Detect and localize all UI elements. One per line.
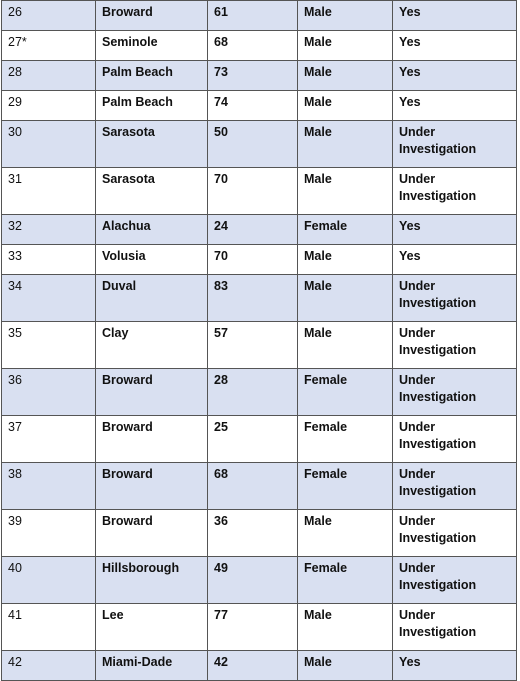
county-cell: Palm Beach (96, 91, 208, 121)
age-cell: 61 (208, 1, 298, 31)
county-cell: Palm Beach (96, 61, 208, 91)
travel-related-cell: Under Investigation (393, 557, 517, 604)
sex-cell: Female (298, 215, 393, 245)
county-cell: Duval (96, 275, 208, 322)
sex-cell: Female (298, 557, 393, 604)
table-row (2, 91, 517, 121)
county-cell: Broward (96, 463, 208, 510)
case-number-cell: 37 (2, 416, 96, 463)
sex-cell: Female (298, 369, 393, 416)
case-number-cell: 38 (2, 463, 96, 510)
age-cell: 83 (208, 275, 298, 322)
sex-cell: Male (298, 275, 393, 322)
case-number-cell: 30 (2, 121, 96, 168)
case-number-cell: 32 (2, 215, 96, 245)
case-number-cell: 41 (2, 604, 96, 651)
table-row (2, 651, 517, 681)
age-cell: 42 (208, 651, 298, 681)
travel-related-cell: Under Investigation (393, 168, 517, 215)
travel-related-cell: Yes (393, 1, 517, 31)
table-row (2, 463, 517, 510)
case-number-cell: 28 (2, 61, 96, 91)
sex-cell: Male (298, 322, 393, 369)
age-cell: 68 (208, 463, 298, 510)
table-row (2, 245, 517, 275)
sex-cell: Male (298, 61, 393, 91)
table-row (2, 121, 517, 168)
county-cell: Lee (96, 604, 208, 651)
sex-cell: Female (298, 463, 393, 510)
county-cell: Seminole (96, 31, 208, 61)
age-cell: 73 (208, 61, 298, 91)
travel-related-cell: Under Investigation (393, 604, 517, 651)
table-row (2, 215, 517, 245)
case-number-cell: 35 (2, 322, 96, 369)
table-row (2, 369, 517, 416)
table-row (2, 275, 517, 322)
age-cell: 36 (208, 510, 298, 557)
age-cell: 49 (208, 557, 298, 604)
case-number-cell: 31 (2, 168, 96, 215)
sex-cell: Male (298, 91, 393, 121)
case-number-cell: 27* (2, 31, 96, 61)
age-cell: 68 (208, 31, 298, 61)
sex-cell: Male (298, 245, 393, 275)
case-number-cell: 26 (2, 1, 96, 31)
county-cell: Broward (96, 510, 208, 557)
table-row (2, 61, 517, 91)
travel-related-cell: Yes (393, 651, 517, 681)
table-row (2, 510, 517, 557)
county-cell: Broward (96, 1, 208, 31)
sex-cell: Male (298, 31, 393, 61)
sex-cell: Male (298, 1, 393, 31)
age-cell: 25 (208, 416, 298, 463)
travel-related-cell: Yes (393, 61, 517, 91)
age-cell: 50 (208, 121, 298, 168)
case-number-cell: 34 (2, 275, 96, 322)
age-cell: 77 (208, 604, 298, 651)
travel-related-cell: Under Investigation (393, 510, 517, 557)
travel-related-cell: Under Investigation (393, 416, 517, 463)
county-cell: Miami-Dade (96, 651, 208, 681)
sex-cell: Male (298, 168, 393, 215)
age-cell: 24 (208, 215, 298, 245)
travel-related-cell: Yes (393, 91, 517, 121)
age-cell: 28 (208, 369, 298, 416)
sex-cell: Male (298, 651, 393, 681)
age-cell: 70 (208, 245, 298, 275)
travel-related-cell: Under Investigation (393, 121, 517, 168)
age-cell: 70 (208, 168, 298, 215)
travel-related-cell: Under Investigation (393, 322, 517, 369)
travel-related-cell: Under Investigation (393, 275, 517, 322)
table-row (2, 604, 517, 651)
county-cell: Sarasota (96, 168, 208, 215)
cases-table-body (2, 1, 517, 681)
case-number-cell: 39 (2, 510, 96, 557)
travel-related-cell: Under Investigation (393, 369, 517, 416)
county-cell: Broward (96, 369, 208, 416)
travel-related-cell: Yes (393, 245, 517, 275)
sex-cell: Female (298, 416, 393, 463)
county-cell: Hillsborough (96, 557, 208, 604)
travel-related-cell: Under Investigation (393, 463, 517, 510)
county-cell: Alachua (96, 215, 208, 245)
case-number-cell: 33 (2, 245, 96, 275)
table-row (2, 168, 517, 215)
county-cell: Broward (96, 416, 208, 463)
travel-related-cell: Yes (393, 215, 517, 245)
case-number-cell: 40 (2, 557, 96, 604)
county-cell: Clay (96, 322, 208, 369)
table-row (2, 557, 517, 604)
county-cell: Volusia (96, 245, 208, 275)
table-row (2, 322, 517, 369)
sex-cell: Male (298, 604, 393, 651)
age-cell: 57 (208, 322, 298, 369)
cases-table (1, 0, 517, 681)
table-row (2, 31, 517, 61)
travel-related-cell: Yes (393, 31, 517, 61)
case-number-cell: 29 (2, 91, 96, 121)
sex-cell: Male (298, 510, 393, 557)
age-cell: 74 (208, 91, 298, 121)
case-number-cell: 36 (2, 369, 96, 416)
table-row (2, 1, 517, 31)
case-number-cell: 42 (2, 651, 96, 681)
sex-cell: Male (298, 121, 393, 168)
table-row (2, 416, 517, 463)
county-cell: Sarasota (96, 121, 208, 168)
